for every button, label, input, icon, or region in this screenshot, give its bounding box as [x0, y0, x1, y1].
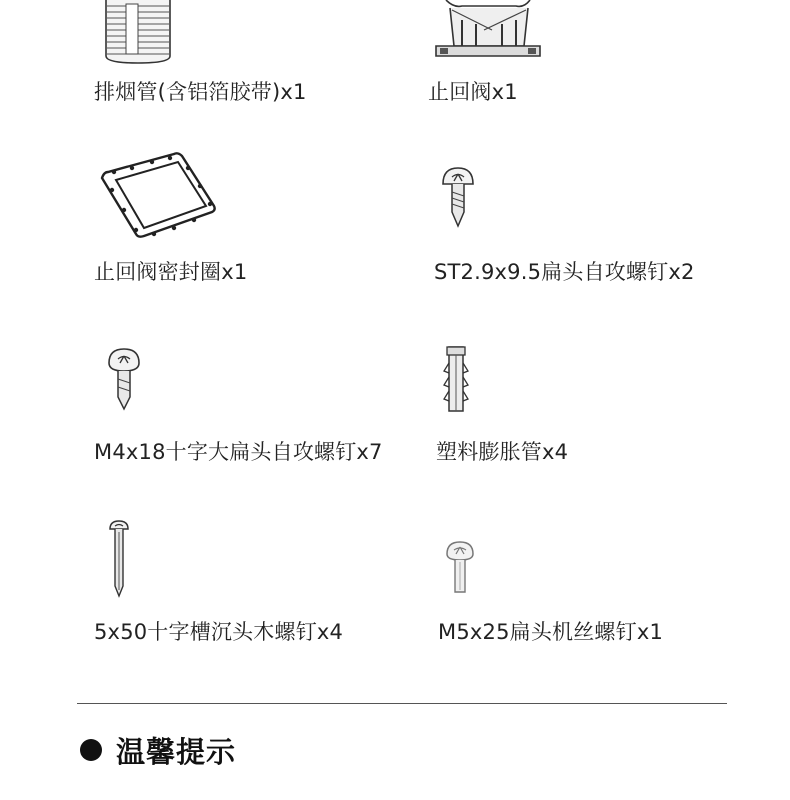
- bullet-icon: [80, 739, 102, 761]
- part-label: 止回阀x1: [428, 80, 518, 104]
- part-label: 止回阀密封圈x1: [94, 260, 248, 284]
- part-label: M4x18十字大扁头自攻螺钉x7: [94, 440, 383, 464]
- tips-heading: [80, 728, 236, 772]
- part-label: 塑料膨胀管x4: [436, 440, 569, 464]
- part-label: ST2.9x9.5扁头自攻螺钉x2: [434, 260, 695, 284]
- part-label: 排烟管(含铝箔胶带)x1: [94, 80, 307, 104]
- exhaust-pipe-icon: [104, 0, 174, 64]
- wall-anchor-icon: [443, 345, 469, 415]
- machine-screw-icon: [445, 540, 475, 596]
- wood-screw-icon: [109, 520, 129, 598]
- part-label: M5x25扁头机丝螺钉x1: [438, 620, 664, 644]
- tips-title: 温馨提示: [116, 734, 237, 769]
- part-label: 5x50十字槽沉头木螺钉x4: [94, 620, 344, 644]
- self-tapping-screw-icon: [441, 166, 475, 230]
- divider: [77, 703, 727, 704]
- pan-head-screw-icon: [107, 347, 141, 411]
- seal-ring-icon: [98, 150, 220, 240]
- check-valve-icon: [432, 0, 544, 64]
